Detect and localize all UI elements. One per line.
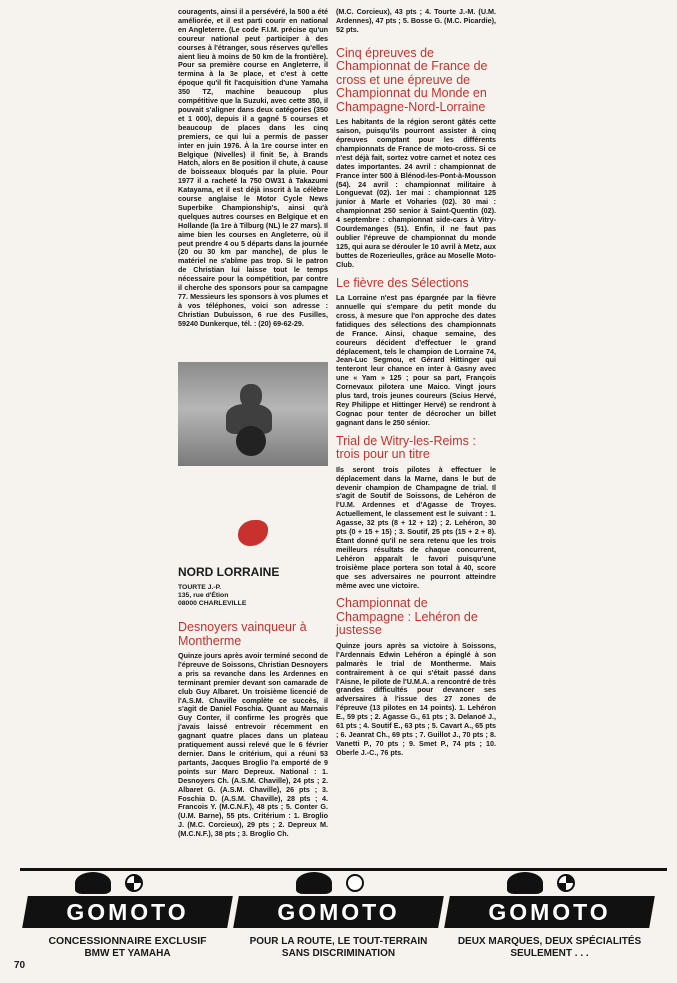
headline-witry: Trial de Witry-les-Reims : trois pour un titre [336, 433, 476, 462]
middle-column [178, 0, 328, 839]
ad-cell-2 [226, 868, 451, 968]
motorcycle-photo [178, 362, 328, 466]
ad-tagline: SEULEMENT . . . [510, 948, 589, 959]
headline-desnoyers: Desnoyers vainqueur à Montherme [178, 620, 307, 648]
desnoyers-article [178, 614, 328, 839]
corr-address: 135, rue d'Étion [178, 592, 229, 599]
page-number: 70 [14, 960, 26, 971]
photo-wheel [236, 426, 266, 456]
rider-icon [296, 872, 332, 894]
body-witry: Ils seront trois pilotes à effectuer le déplacement dans la Marne, dans le but de devenir champion de Champagne de trial. Il s'agit de Soutif de Soissons, de Lehéron de l'U.M. Ardennes et d'Agasse de Troyes. Actuellement, le classement est le suivant : 1. Agasse, 32 pts (8 + 12 + 12) ; 2. Lehéron, 30 pts (0 + 15 + 15) ; 3. Soutif, 25 pts (15 + 2 + 8). Étant donné qu'il ne sera retenu que les trois meilleurs résultats de chaque concurrent, Lehéron apparaît le favori puisqu'une troisième place portera son total à 40, score que ses adversaires ne pourront atteindre même avec une victoire. [336, 464, 496, 590]
gomoto-logo [233, 896, 444, 928]
gomoto-wordmark: GOMOTO [277, 899, 400, 925]
ad-tagline: SANS DISCRIMINATION [281, 948, 396, 959]
gomoto-wordmark: GOMOTO [66, 899, 189, 925]
yamaha-logo-icon [346, 874, 364, 892]
body-desnoyers-cont: (M.C. Corcieux), 43 pts ; 4. Tourte J.-M. (U.M. Ardennes), 47 pts ; 5. Bosse G. (M.C. Picardie), 52 pts. [336, 7, 496, 34]
headline-cinq: Cinq épreuves de Championnat de France de cross et une épreuve de Championnat du Monde en Champagne-Nord-Lorraine [336, 45, 488, 114]
nl-correspondent [178, 584, 246, 608]
region-nord-lorraine: NORD LORRAINE [178, 565, 280, 579]
body-champagne: Quinze jours après sa victoire à Soissons, l'Ardennais Edwin Lehéron a épinglé à son palmarès le trial de Montherme. Mais contrairement à ce qui s'était passé dans l'Aisne, le pilote de l'U.M.A. a rencontré de très grandes difficultés pour devancer ses adversaires à l'issue des 27 zones de l'épreuve (13 pilotes en 14 points). 1. Lehéron E., 59 pts ; 2. Agasse G., 61 pts ; 3. Delanoë J., 61 pts ; 4. Soutif E., 63 pts ; 5. Cavart A., 65 pts ; 6. Jeanrat Ch., 69 pts ; 7. Guillot J., 70 pts ; 8. Vanetti P., 70 pts ; 9. Smet P., 74 pts ; 10. Oberle J.-C., 76 pts. [336, 640, 496, 757]
body-dubuisson-cont: couragents, ainsi il a persévéré, la 500 a été améliorée, et il est parti courir en national en Angleterre. (Le code F.I.M. précise qu'un coureur national peut participer à des courses à l'étranger, sous réserves qu'elles aient lieu à moins de 50 km de la frontière). Pour sa première course en Angleterre, il termina à la 3e place, et c'est à cette époque qu'il fit l'acquisition d'une Yamaha 350 TZ, machine beaucoup plus compétitive que la Suzuki, avec cette 350, il pouvait s'aligner dans deux catégories (350 et 1 000), depuis il a gagné 5 courses et beaucoup de places dans les cinq premiers, ce qui lui a permis de passer inter en juin 1976. À la 1re course inter en Belgique (Nivelles) il finit 5e, à Brands Hatch, alors en 8e position il chute, à cause de boisseaux bloqués par la pluie. Pour 1977 il a racheté la 750 OW31 à Takazumi Katayama, et il est déjà inscrit à la célèbre course anglaise le Motor Cycle News Superbike Championship's, ainsi qu'à quelques autres courses en Belgique et en Hollande (la 1re à Tilburg (NL) le 27 mars). Il aime bien les courses en Angleterre, où il peut prendre 4 ou 5 départs dans la journée (20 ou 30 km par manche), de plus le matériel ne s'abîme pas trop. Si le patron de Christian lui laisse tout le temps nécessaire pour la compétition, par contre il cherche des sponsors pour sa campagne 77. Messieurs les sponsors à vos plumes et à vos téléphones, voici son adresse : Christian Dubuisson, 6 rue des Fusilles, 59240 Dunkerque, tél. : (20) 69-62-29. [178, 7, 328, 328]
ad-tagline: POUR LA ROUTE, LE TOUT-TERRAIN [249, 936, 428, 947]
corr-address: 08000 CHARLEVILLE [178, 600, 247, 607]
body-fievre: La Lorraine n'est pas épargnée par la fièvre annuelle qui s'empare du petit monde du cross, à mesure que l'on approche des dates fatidiques des sélections des championnats de France. Ainsi, chaque semaine, des coureurs décident d'effectuer le grand déplacement, tels le champion de Lorraine 74, Jean-Luc Segmou, et Gérard Hittinger qui tenteront leur chance en inter à Gasny avec une « Yam » 125 ; pour sa part, François Cornevaux pilotera une Maico. Vingt jours plus tard, trois jeunes coureurs (Scius Hervé, Rey Philippe et Hittinger Hervé) se rendront à Cognac pour tenter de décrocher un billet gagnant dans le 250 sénior. [336, 293, 496, 427]
ad-tagline: CONCESSIONNAIRE EXCLUSIF [48, 935, 207, 947]
ad-cell-3 [437, 868, 662, 968]
right-center-column [336, 0, 496, 758]
gomoto-advert [0, 868, 677, 983]
headline-champagne: Championnat de Champagne : Lehéron de justesse [336, 596, 478, 638]
headline-fievre: Le fièvre des Sélections [336, 275, 469, 290]
gomoto-wordmark: GOMOTO [488, 899, 611, 925]
bmw-logo-icon [557, 874, 575, 892]
rider-icon [75, 872, 111, 894]
ad-cell-1 [15, 868, 240, 968]
ad-tagline: BMW ET YAMAHA [84, 948, 171, 959]
ad-tagline: DEUX MARQUES, DEUX SPÉCIALITÉS [457, 936, 642, 947]
corr-name: TOURTE J.-P. [178, 584, 222, 591]
body-desnoyers: Quinze jours après avoir terminé second de l'épreuve de Soissons, Christian Desnoyers a pris sa revanche dans les Ardennes en terminant premier devant son camarade de club Guy Albaret. Un troisième licencié de l'A.S.M. Chaville complète ce succès, il s'agit de Daniel Foschia. Quant au Marnais Guy Conter, il confirme les progrès que j'avais laissé entrevoir récemment en gagnant quatre places dans un plateau pratiquement aussi relevé que le 6 février dernier. Dans le critérium, qui a réuni 53 partants, Jacques Broglio l'a emporté de 9 points sur Marc Depreux. National : 1. Desnoyers Ch. (A.S.M. Chaville), 24 pts ; 2. Albaret G. (A.S.M. Chaville), 26 pts ; 3. Foschia D. (A.S.M. Chaville), 28 pts ; 4. Francois Y. (M.C.N.F.), 48 pts ; 5. Conter G. (U.M. Barne), 55 pts. Critérium : 1. Broglio J. (M.C. Corcieux), 29 pts ; 2. Depreux M. (M.C.N.F.), 38 pts ; 3. Broglio Ch. [178, 651, 328, 839]
gomoto-logo [22, 896, 233, 928]
body-cinq: Les habitants de la région seront gâtés cette saison, puisqu'ils pourront assister à cinq épreuves comptant pour les différents championnats de France de moto-cross. Si ce n'est déjà fait, sortez votre carnet et notez ces dates importantes. 24 avril : championnat de France inter 500 à Blénod-les-Pont-à-Mousson (54). 24 avril : championnat militaire à Longuevat (02). 1er mai : championnat 125 junior à Marle et Voharies (02). 30 mai : championnat 250 senior à Saint-Quentin (02). 4 septembre : championnat side-cars à Vitry-Courdemanges (51). Enfin, il ne faut pas oublier l'épreuve de championnat du monde 125, qui aura se dérouler le 10 avril à Metz, aux buttes de Rozerieulles, grâce au Moselle Moto-Club. [336, 117, 496, 269]
rider-icon [507, 872, 543, 894]
nordlorraine-map-icon [238, 520, 268, 546]
gomoto-logo [444, 896, 655, 928]
bmw-logo-icon [125, 874, 143, 892]
